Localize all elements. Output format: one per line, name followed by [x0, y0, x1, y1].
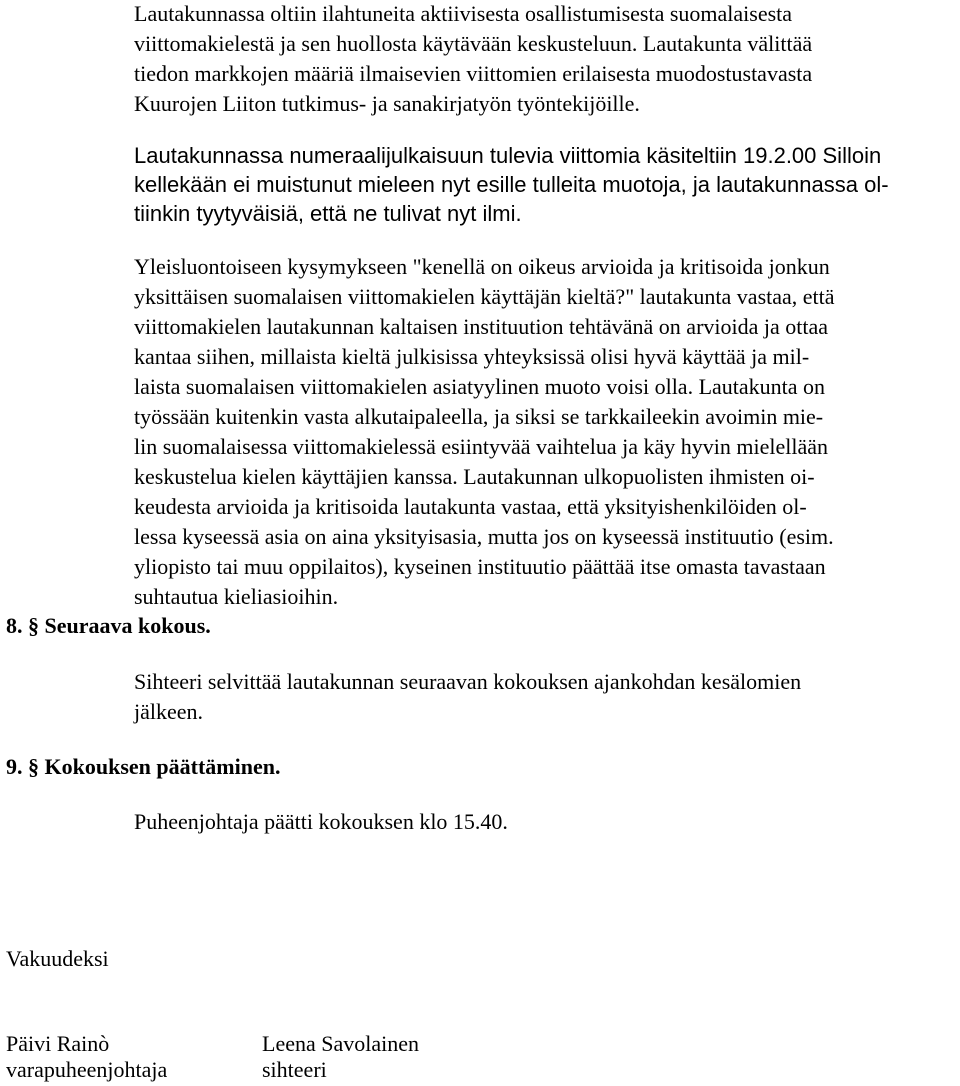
paragraph-line: Kuurojen Liiton tutkimus- ja sanakirjatyön työntekijöille.: [134, 91, 640, 116]
paragraph-line: kellekään ei muistunut mieleen nyt esille tulleita muotoja, ja lautakunnassa ol-: [134, 172, 889, 197]
paragraph-line: yksittäisen suomalaisen viittomakielen käyttäjän kieltä?" lautakunta vastaa, että: [134, 284, 835, 309]
paragraph-line: suhtautua kieliasioihin.: [134, 584, 339, 609]
signer-role: varapuheenjohtaja: [6, 1057, 168, 1082]
paragraph-line: yliopisto tai muu oppilaitos), kyseinen instituutio päättää itse omasta tavastaan: [134, 554, 826, 579]
paragraph-line: Sihteeri selvittää lautakunnan seuraavan kokouksen ajankohdan kesälomien: [134, 669, 802, 694]
paragraph-line: Yleisluontoiseen kysymykseen "kenellä on oikeus arvioida ja kritisoida jonkun: [134, 254, 830, 279]
paragraph-line: jälkeen.: [134, 699, 204, 724]
paragraph-line: Lautakunnassa oltiin ilahtuneita aktiivisesta osallistumisesta suomalaisesta: [134, 1, 793, 26]
paragraph-line: viittomakielen lautakunnan kaltaisen instituution tehtävänä on arvioida ja ottaa: [134, 314, 829, 339]
paragraph-line: viittomakielestä ja sen huollosta käytävään keskusteluun. Lautakunta välittää: [134, 31, 813, 56]
paragraph-line: keskustelua kielen käyttäjien kanssa. Lautakunnan ulkopuolisten ihmisten oi-: [134, 464, 815, 489]
section-8-heading: 8. § Seuraava kokous.: [6, 613, 211, 638]
paragraph-line: työssään kuitenkin vasta alkutaipaleella, ja siksi se tarkkaileekin avoimin mie-: [134, 404, 824, 429]
paragraph-line: tiedon markkojen määriä ilmaisevien viittomien erilaisesta muodostustavasta: [134, 61, 813, 86]
paragraph-line: laista suomalaisen viittomakielen asiatyylinen muoto voisi olla. Lautakunta on: [134, 374, 826, 399]
section-9-heading: 9. § Kokouksen päättäminen.: [6, 754, 281, 779]
paragraph-line: lessa kyseessä asia on aina yksityisasia, mutta jos on kyseessä instituutio (esim.: [134, 524, 834, 549]
paragraph-line: keudesta arvioida ja kritisoida lautakunta vastaa, että yksityishenkilöiden ol-: [134, 494, 807, 519]
signer-name: Päivi Rainò: [6, 1031, 110, 1056]
paragraph-line: tiinkin tyytyväisiä, että ne tulivat nyt ilmi.: [134, 201, 522, 226]
paragraph-line: lin suomalaisessa viittomakielessä esiintyvää vaihtelua ja käy hyvin mielellään: [134, 434, 829, 459]
signer-role: sihteeri: [262, 1057, 327, 1082]
section-9-text: Puheenjohtaja päätti kokouksen klo 15.40.: [134, 809, 508, 834]
signatures-title: Vakuudeksi: [6, 946, 109, 971]
signer-name: Leena Savolainen: [262, 1031, 419, 1056]
paragraph-line: kantaa siihen, millaista kieltä julkisissa yhteyksissä olisi hyvä käyttää ja mil-: [134, 344, 810, 369]
paragraph-line: Lautakunnassa numeraalijulkaisuun tulevia viittomia käsiteltiin 19.2.00 Silloin: [134, 143, 882, 168]
